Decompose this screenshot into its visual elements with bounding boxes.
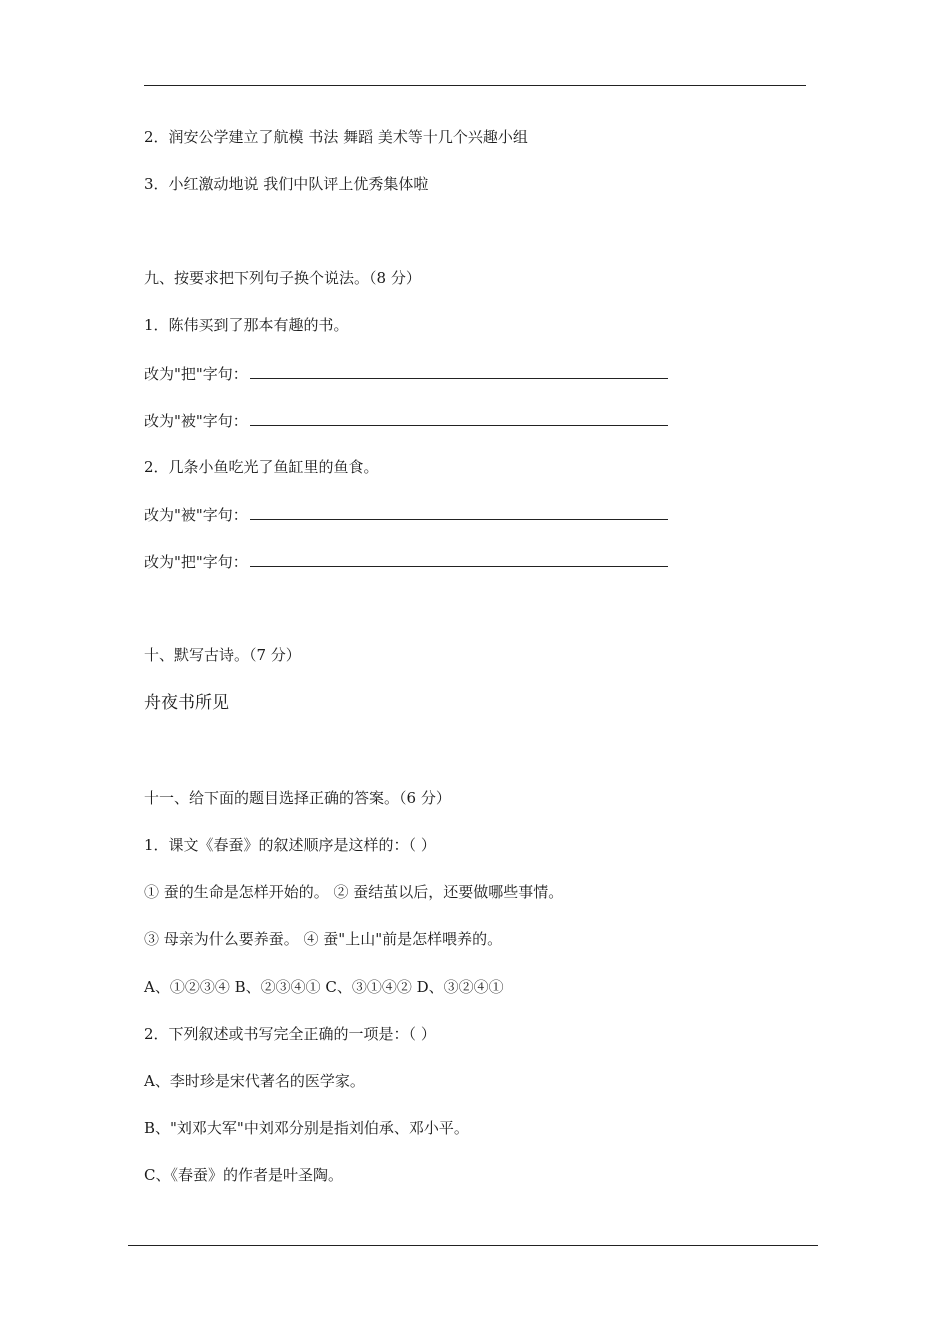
answer-line (144, 410, 668, 431)
line-text: 2．润安公学建立了航模 书法 舞蹈 美术等十几个兴趣小组 (144, 128, 528, 146)
line-text: 改为"被"字句： (144, 506, 248, 524)
line-text: 1．课文《春蚕》的叙述顺序是这样的：（ ） (144, 836, 436, 854)
line-text: A、①②③④ B、②③④① C、③①④② D、③②④① (144, 978, 504, 996)
answer-line (144, 551, 668, 572)
line-text: B、"刘邓大军"中刘邓分别是指刘伯承、邓小平。 (144, 1119, 469, 1137)
line-text: 1．陈伟买到了那本有趣的书。 (144, 316, 349, 334)
line-text: 十一、给下面的题目选择正确的答案。（6 分） (144, 789, 451, 807)
line-text: 改为"把"字句： (144, 553, 248, 571)
line-text: ① 蚕的生命是怎样开始的。 ② 蚕结茧以后，还要做哪些事情。 (144, 883, 564, 901)
poem-title (144, 693, 229, 713)
line-text: 改为"把"字句： (144, 365, 248, 383)
answer-line (144, 363, 668, 384)
top-rule (144, 85, 806, 86)
question-line (144, 127, 528, 147)
option-line (144, 882, 563, 902)
section-heading (144, 645, 301, 665)
bottom-rule (128, 1245, 818, 1246)
section-heading (144, 788, 451, 808)
choices-line (144, 977, 504, 997)
question-line (144, 835, 436, 855)
question-line (144, 457, 379, 477)
option-line (144, 1118, 469, 1138)
question-line (144, 174, 428, 194)
line-text: 2．几条小鱼吃光了鱼缸里的鱼食。 (144, 458, 379, 476)
line-text: 十、默写古诗。（7 分） (144, 646, 301, 664)
line-text: 3．小红激动地说 我们中队评上优秀集体啦 (144, 175, 429, 193)
line-text: ③ 母亲为什么要养蚕。 ④ 蚕"上山"前是怎样喂养的。 (144, 930, 503, 948)
line-text: 改为"被"字句： (144, 412, 248, 430)
line-text: A、李时珍是宋代著名的医学家。 (144, 1072, 365, 1090)
option-line (144, 1071, 365, 1091)
line-text: C、《春蚕》的作者是叶圣陶。 (144, 1166, 343, 1184)
option-line (144, 1165, 343, 1185)
option-line (144, 929, 502, 949)
answer-blank[interactable] (250, 363, 668, 379)
question-line (144, 1024, 436, 1044)
answer-blank[interactable] (250, 410, 668, 426)
answer-blank[interactable] (250, 504, 668, 520)
question-line (144, 315, 349, 335)
answer-blank[interactable] (250, 551, 668, 567)
line-text: 九、按要求把下列句子换个说法。（8 分） (144, 269, 421, 287)
section-heading (144, 268, 421, 288)
line-text: 舟夜书所见 (144, 693, 229, 713)
answer-line (144, 504, 668, 525)
line-text: 2．下列叙述或书写完全正确的一项是：（ ） (144, 1025, 436, 1043)
